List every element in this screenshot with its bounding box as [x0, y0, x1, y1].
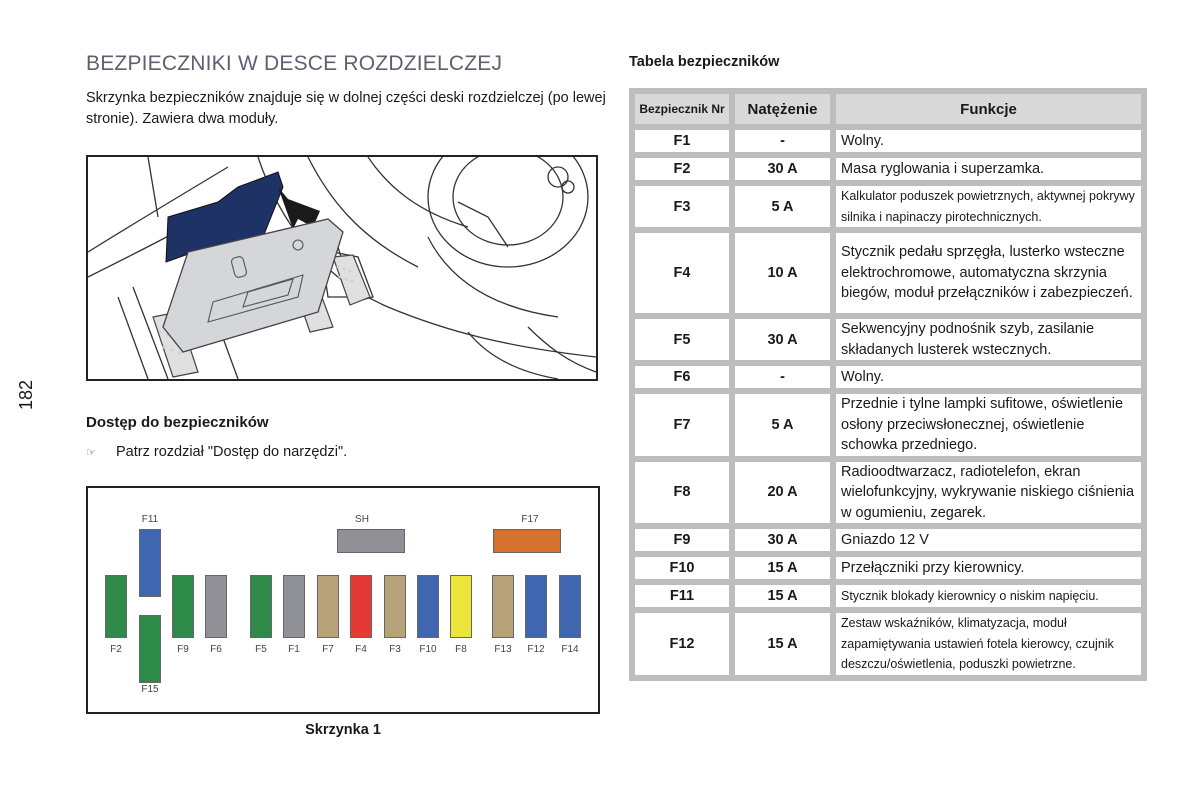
table-row: [632, 391, 1144, 459]
cell-amp: 20 A: [732, 459, 833, 527]
cell-nr: F4: [632, 230, 732, 316]
cell-amp: 30 A: [732, 155, 833, 183]
fuse-F11: [139, 529, 161, 597]
header-amperage: Natężenie: [732, 91, 833, 127]
fuse-table: [629, 88, 1147, 681]
cell-amp: 15 A: [732, 554, 833, 582]
cell-func: Stycznik pedału sprzęgła, lusterko wsteczne elektrochromowe, automatyczna skrzynia biegów, moduł przełączników i zabezpieczeń.: [833, 230, 1144, 316]
fuse-F2: [105, 575, 127, 638]
cell-nr: F1: [632, 127, 732, 155]
fuse-F8: [450, 575, 472, 638]
table-header-row: [632, 91, 1144, 127]
cell-func: Wolny.: [833, 363, 1144, 391]
access-heading: Dostęp do bezpieczników: [86, 414, 269, 431]
table-row: [632, 610, 1144, 678]
cell-nr: F11: [632, 582, 732, 610]
cell-func: Stycznik blokady kierownicy o niskim napięciu.: [833, 582, 1144, 610]
fuse-F3: [384, 575, 406, 638]
access-bullet-text: Patrz rozdział "Dostęp do narzędzi".: [116, 444, 348, 460]
cell-func: Przednie i tylne lampki sufitowe, oświetlenie osłony przeciwsłonecznej, oświetlenie schowka przedniego.: [833, 391, 1144, 459]
cell-func: Gniazdo 12 V: [833, 526, 1144, 554]
table-row: [632, 155, 1144, 183]
fuse-label-F3: F3: [389, 644, 401, 655]
fuse-F5: [250, 575, 272, 638]
fuse-F6: [205, 575, 227, 638]
fuse-label-F11: F11: [141, 514, 159, 525]
access-bullet: [86, 444, 347, 460]
header-functions: Funkcje: [833, 91, 1144, 127]
fuse-label-F2: F2: [110, 644, 122, 655]
fuse-F15: [139, 615, 161, 683]
cell-nr: F10: [632, 554, 732, 582]
fuse-F4: [350, 575, 372, 638]
table-row: [632, 363, 1144, 391]
fuse-label-F4: F4: [355, 644, 367, 655]
table-row: [632, 183, 1144, 230]
table-row: [632, 554, 1144, 582]
cell-nr: F8: [632, 459, 732, 527]
cell-amp: 15 A: [732, 582, 833, 610]
intro-paragraph: Skrzynka bezpieczników znajduje się w dolnej części deski rozdzielczej (po lewej stronie). Zawiera dwa moduły.: [86, 90, 606, 127]
fuse-label-SH: SH: [355, 514, 369, 525]
cell-amp: 15 A: [732, 610, 833, 678]
fuse-F9: [172, 575, 194, 638]
fuse-F1: [283, 575, 305, 638]
table-row: [632, 316, 1144, 363]
fuse-label-F9: F9: [177, 644, 189, 655]
cell-func: Masa ryglowania i superzamka.: [833, 155, 1144, 183]
fuse-label-F14: F14: [561, 644, 579, 655]
fuse-F13: [492, 575, 514, 638]
pointing-hand-icon: ☞: [86, 447, 96, 459]
table-row: [632, 582, 1144, 610]
cell-amp: 5 A: [732, 391, 833, 459]
fuse-box-caption: Skrzynka 1: [305, 722, 381, 738]
cell-func: Wolny.: [833, 127, 1144, 155]
cell-nr: F2: [632, 155, 732, 183]
cell-nr: F5: [632, 316, 732, 363]
cell-func: Zestaw wskaźników, klimatyzacja, moduł zapamiętywania ustawień fotela kierowcy, czujnik deszczu/oświetlenia, poduszki powietrzne.: [833, 610, 1144, 678]
fuse-F12: [525, 575, 547, 638]
cell-func: Sekwencyjny podnośnik szyb, zasilanie składanych lusterek wstecznych.: [833, 316, 1144, 363]
cell-nr: F3: [632, 183, 732, 230]
fuse-F17: [493, 529, 561, 553]
fuse-SH: [337, 529, 405, 553]
fuse-label-F6: F6: [210, 644, 222, 655]
table-row: [632, 127, 1144, 155]
cell-func: Kalkulator poduszek powietrznych, aktywnej pokrywy silnika i napinaczy pirotechnicznych.: [833, 183, 1144, 230]
cell-nr: F7: [632, 391, 732, 459]
fuse-label-F7: F7: [322, 644, 334, 655]
cell-amp: -: [732, 363, 833, 391]
cell-func: Przełączniki przy kierownicy.: [833, 554, 1144, 582]
fuse-F14: [559, 575, 581, 638]
fuse-label-F5: F5: [255, 644, 267, 655]
section-title: BEZPIECZNIKI W DESCE ROZDZIELCZEJ: [86, 52, 503, 75]
cell-func: Radioodtwarzacz, radiotelefon, ekran wielofunkcyjny, wykrywanie niskiego ciśnienia w ogumieniu, zegarek.: [833, 459, 1144, 527]
cell-amp: 10 A: [732, 230, 833, 316]
fuse-label-F17: F17: [521, 514, 539, 525]
table-row: [632, 230, 1144, 316]
fuse-label-F13: F13: [494, 644, 512, 655]
fuse-label-F15: F15: [141, 684, 159, 695]
fuse-box-diagram: [86, 486, 600, 714]
fuse-label-F12: F12: [527, 644, 545, 655]
cell-amp: 30 A: [732, 316, 833, 363]
table-row: [632, 526, 1144, 554]
cell-amp: 5 A: [732, 183, 833, 230]
fuse-label-F1: F1: [288, 644, 300, 655]
dashboard-fuse-location-illustration: [86, 155, 598, 381]
cell-amp: -: [732, 127, 833, 155]
page-number: 182: [16, 379, 36, 411]
table-row: [632, 459, 1144, 527]
header-fuse-number: Bezpiecznik Nr: [632, 91, 732, 127]
cell-nr: F6: [632, 363, 732, 391]
cell-amp: 30 A: [732, 526, 833, 554]
table-title: Tabela bezpieczników: [629, 54, 780, 70]
cell-nr: F9: [632, 526, 732, 554]
fuse-F7: [317, 575, 339, 638]
fuse-label-F10: F10: [419, 644, 437, 655]
fuse-label-F8: F8: [455, 644, 467, 655]
fuse-F10: [417, 575, 439, 638]
cell-nr: F12: [632, 610, 732, 678]
